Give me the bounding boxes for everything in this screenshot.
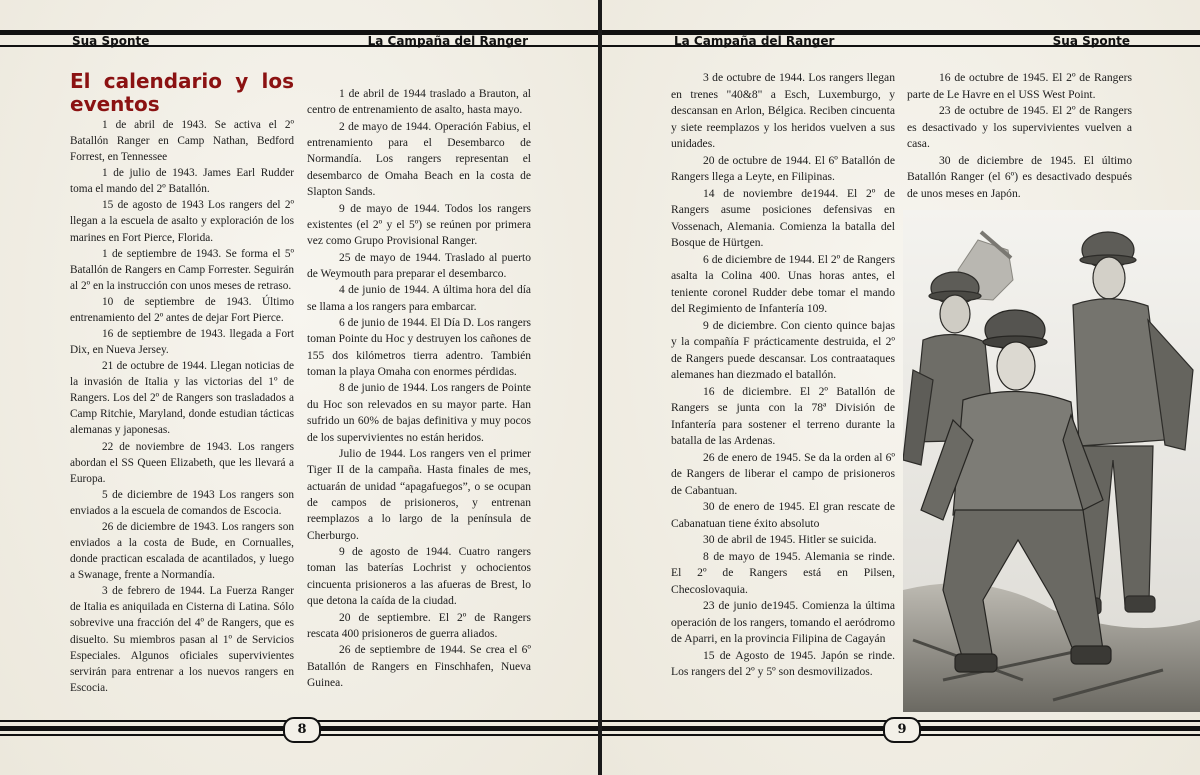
page-number: 8 — [283, 717, 321, 743]
timeline-entry: 6 de junio de 1944. El Día D. Los rangers toman Pointe du Hoc y destruyen los cañones de 155 dos kilómetros tierra adentro. También toman la playa Omaha con enormes pérdidas. — [307, 317, 531, 379]
timeline-entry: 1 de abril de 1943. Se activa el 2º Batallón Ranger en Camp Nathan, Bedford Forrest, en Tennessee — [70, 119, 294, 164]
timeline-entry: 3 de febrero de 1944. La Fuerza Ranger de Italia es aniquilada en Cisterna di Latina. Sólo sobrevive una fracción del 4º de Rangers, que es disuelto. Su miembros pasan al 1º de Servicios Especiales. Algunos oficiales supervivientes servirán para entrenar a los nuevos rangers en Escocia. — [70, 585, 294, 694]
running-header-right: La Campaña del Ranger — [367, 34, 528, 48]
timeline-entry: 23 de octubre de 1945. El 2º de Rangers es desactivado y los supervivientes vuelven a casa. — [907, 104, 1132, 150]
timeline-entry: 26 de enero de 1945. Se da la orden al 6º de Rangers de liberar el campo de prisioneros de Cabantuan. — [671, 450, 895, 497]
page-number: 9 — [883, 717, 921, 743]
timeline-entry: 9 de agosto de 1944. Cuatro rangers toman las baterías Lochrist y ochocientos cincuenta prisioneros a las afueras de Brest, lo que detona la caída de la ciudad. — [307, 546, 531, 608]
running-header-left: Sua Sponte — [72, 34, 150, 48]
timeline-entry: 10 de septiembre de 1943. Último entrenamiento del 2º antes de dejar Fort Pierce. — [70, 295, 294, 324]
timeline-entry: 3 de octubre de 1944. Los rangers llegan en trenes "40&8" a Esch, Luxemburgo, y descansan en Arlon, Bélgica. Reciben cincuenta y siete reemplazos y los heridos vuelven a sus unidades. — [671, 71, 895, 150]
running-header-left: La Campaña del Ranger — [674, 34, 835, 48]
timeline-entry: 14 de noviembre de1944. El 2º de Rangers asume posiciones defensivas en Vossenach, Alemania. Comienza la batalla del Bosque de Hürtgen. — [671, 186, 895, 249]
text-column-1 — [70, 70, 294, 696]
running-header-right: Sua Sponte — [1052, 34, 1130, 48]
text-column-2 — [307, 86, 531, 691]
timeline-entry: 20 de octubre de 1944. El 6º Batallón de Rangers llega a Leyte, en Filipinas. — [671, 153, 895, 183]
timeline-entry: 21 de octubre de 1944. Llegan noticias de la invasión de Italia y las victorias del 1º de Rangers. Los del 2º de Rangers son trasladados a Camp Ritchie, Maryland, donde estudian tácticas alemanas y japonesas. — [70, 360, 294, 437]
timeline-entry: 6 de diciembre de 1944. El 2º de Rangers asalta la Colina 400. Unas horas antes, el teniente coronel Rudder debe tomar el mando del Regimiento de Infantería 109. — [671, 252, 895, 315]
timeline-entry: 1 de abril de 1944 traslado a Brauton, al centro de entrenamiento de asalto, hasta mayo. — [307, 88, 531, 117]
timeline-entry: 23 de junio de1945. Comienza la última operación de los rangers, tomando el aeródromo de Aparri, en la provincia Filipina de Cagayán — [671, 599, 895, 645]
timeline-entry: 16 de diciembre. El 2º Batallón de Rangers se junta con la 78ª División de Infantería para sostener el terreno durante la batalla de las Ardenas. — [671, 384, 895, 447]
timeline-entry: 25 de mayo de 1944. Traslado al puerto de Weymouth para preparar el desembarco. — [307, 251, 531, 280]
timeline-entry: 4 de junio de 1944. A última hora del día se llama a los rangers para embarcar. — [307, 284, 531, 313]
left-page — [0, 0, 598, 775]
timeline-entry: 26 de septiembre de 1944. Se crea el 6º Batallón de Rangers en Finschhafen, Nueva Guinea. — [307, 644, 531, 689]
timeline-entry: 16 de septiembre de 1943. llegada a Fort Dix, en Nueva Jersey. — [70, 328, 294, 357]
timeline-entry: 30 de diciembre de 1945. El último Batallón Ranger (el 6º) es desactivado después de unos meses en Japón. — [907, 153, 1132, 200]
timeline-entry: Julio de 1944. Los rangers ven el primer Tiger II de la campaña. Hasta finales de mes, actuarán de unidad “apagafuegos”, o se ocupan de campos de prisioneros, y entrenan reemplazos a lo largo de la península de Cherburgo. — [307, 447, 531, 542]
timeline-entry: 9 de mayo de 1944. Todos los rangers existentes (el 2º y el 5º) se reúnen por primera vez como Grupo Provisional Ranger. — [307, 202, 531, 248]
timeline-entry: 20 de septiembre. El 2º de Rangers rescata 400 prisioneros de guerra aliados. — [307, 611, 531, 640]
soldiers-illustration — [903, 210, 1200, 712]
timeline-entry: 30 de abril de 1945. Hitler se suicida. — [703, 533, 877, 546]
timeline-entry: 15 de Agosto de 1945. Japón se rinde. Los rangers del 2º y 5º son desmovilizados. — [671, 648, 895, 678]
text-column-2 — [907, 70, 1132, 202]
timeline-entry: 15 de agosto de 1943 Los rangers del 2º llegan a la escuela de asalto y exploración de los marines en Fort Pierce, Florida. — [70, 199, 294, 244]
section-title: El calendario y los eventos — [70, 69, 294, 116]
timeline-entry: 1 de julio de 1943. James Earl Rudder toma el mando del 2º Batallón. — [70, 167, 294, 196]
timeline-entry: 2 de mayo de 1944. Operación Fabius, el entrenamiento para el Desembarco de Normandía. Los rangers representan el desembarco de Omaha Beach en la costa de Slapton Sands. — [307, 120, 531, 199]
timeline-entry: 26 de diciembre de 1943. Los rangers son enviados a la costa de Bude, en Cornualles, donde practican escalada de acantilados, y luego a Swanage, frente a Normandía. — [70, 520, 294, 582]
timeline-entry: 5 de diciembre de 1943 Los rangers son enviados a la escuela de comandos de Escocia. — [70, 488, 294, 517]
timeline-entry: 16 de octubre de 1945. El 2º de Rangers parte de Le Havre en el USS West Point. — [907, 71, 1132, 101]
text-column-1 — [671, 70, 895, 681]
timeline-entry: 8 de junio de 1944. Los rangers de Pointe du Hoc son relevados en su mayor parte. Han sufrido un 60% de bajas definitiva y muy pocos de los supervivientes no están heridos. — [307, 382, 531, 444]
timeline-entry: 9 de diciembre. Con ciento quince bajas y la compañía F prácticamente destruida, el 2º de Rangers puede descansar. Los contraataques alemanes han diezmado el batallón. — [671, 318, 895, 381]
timeline-entry: 30 de enero de 1945. El gran rescate de Cabanatuan tiene éxito absoluto — [671, 500, 895, 530]
timeline-entry: 8 de mayo de 1945. Alemania se rinde. El 2º de Rangers está en Pilsen, Checoslovaquia. — [671, 549, 895, 596]
timeline-entry: 1 de septiembre de 1943. Se forma el 5º Batallón de Rangers en Camp Forrester. Seguirán al 2º en la instrucción con unos meses de retraso. — [70, 247, 294, 292]
timeline-entry: 22 de noviembre de 1943. Los rangers abordan el SS Queen Elizabeth, que les llevará a Europa. — [70, 440, 294, 485]
